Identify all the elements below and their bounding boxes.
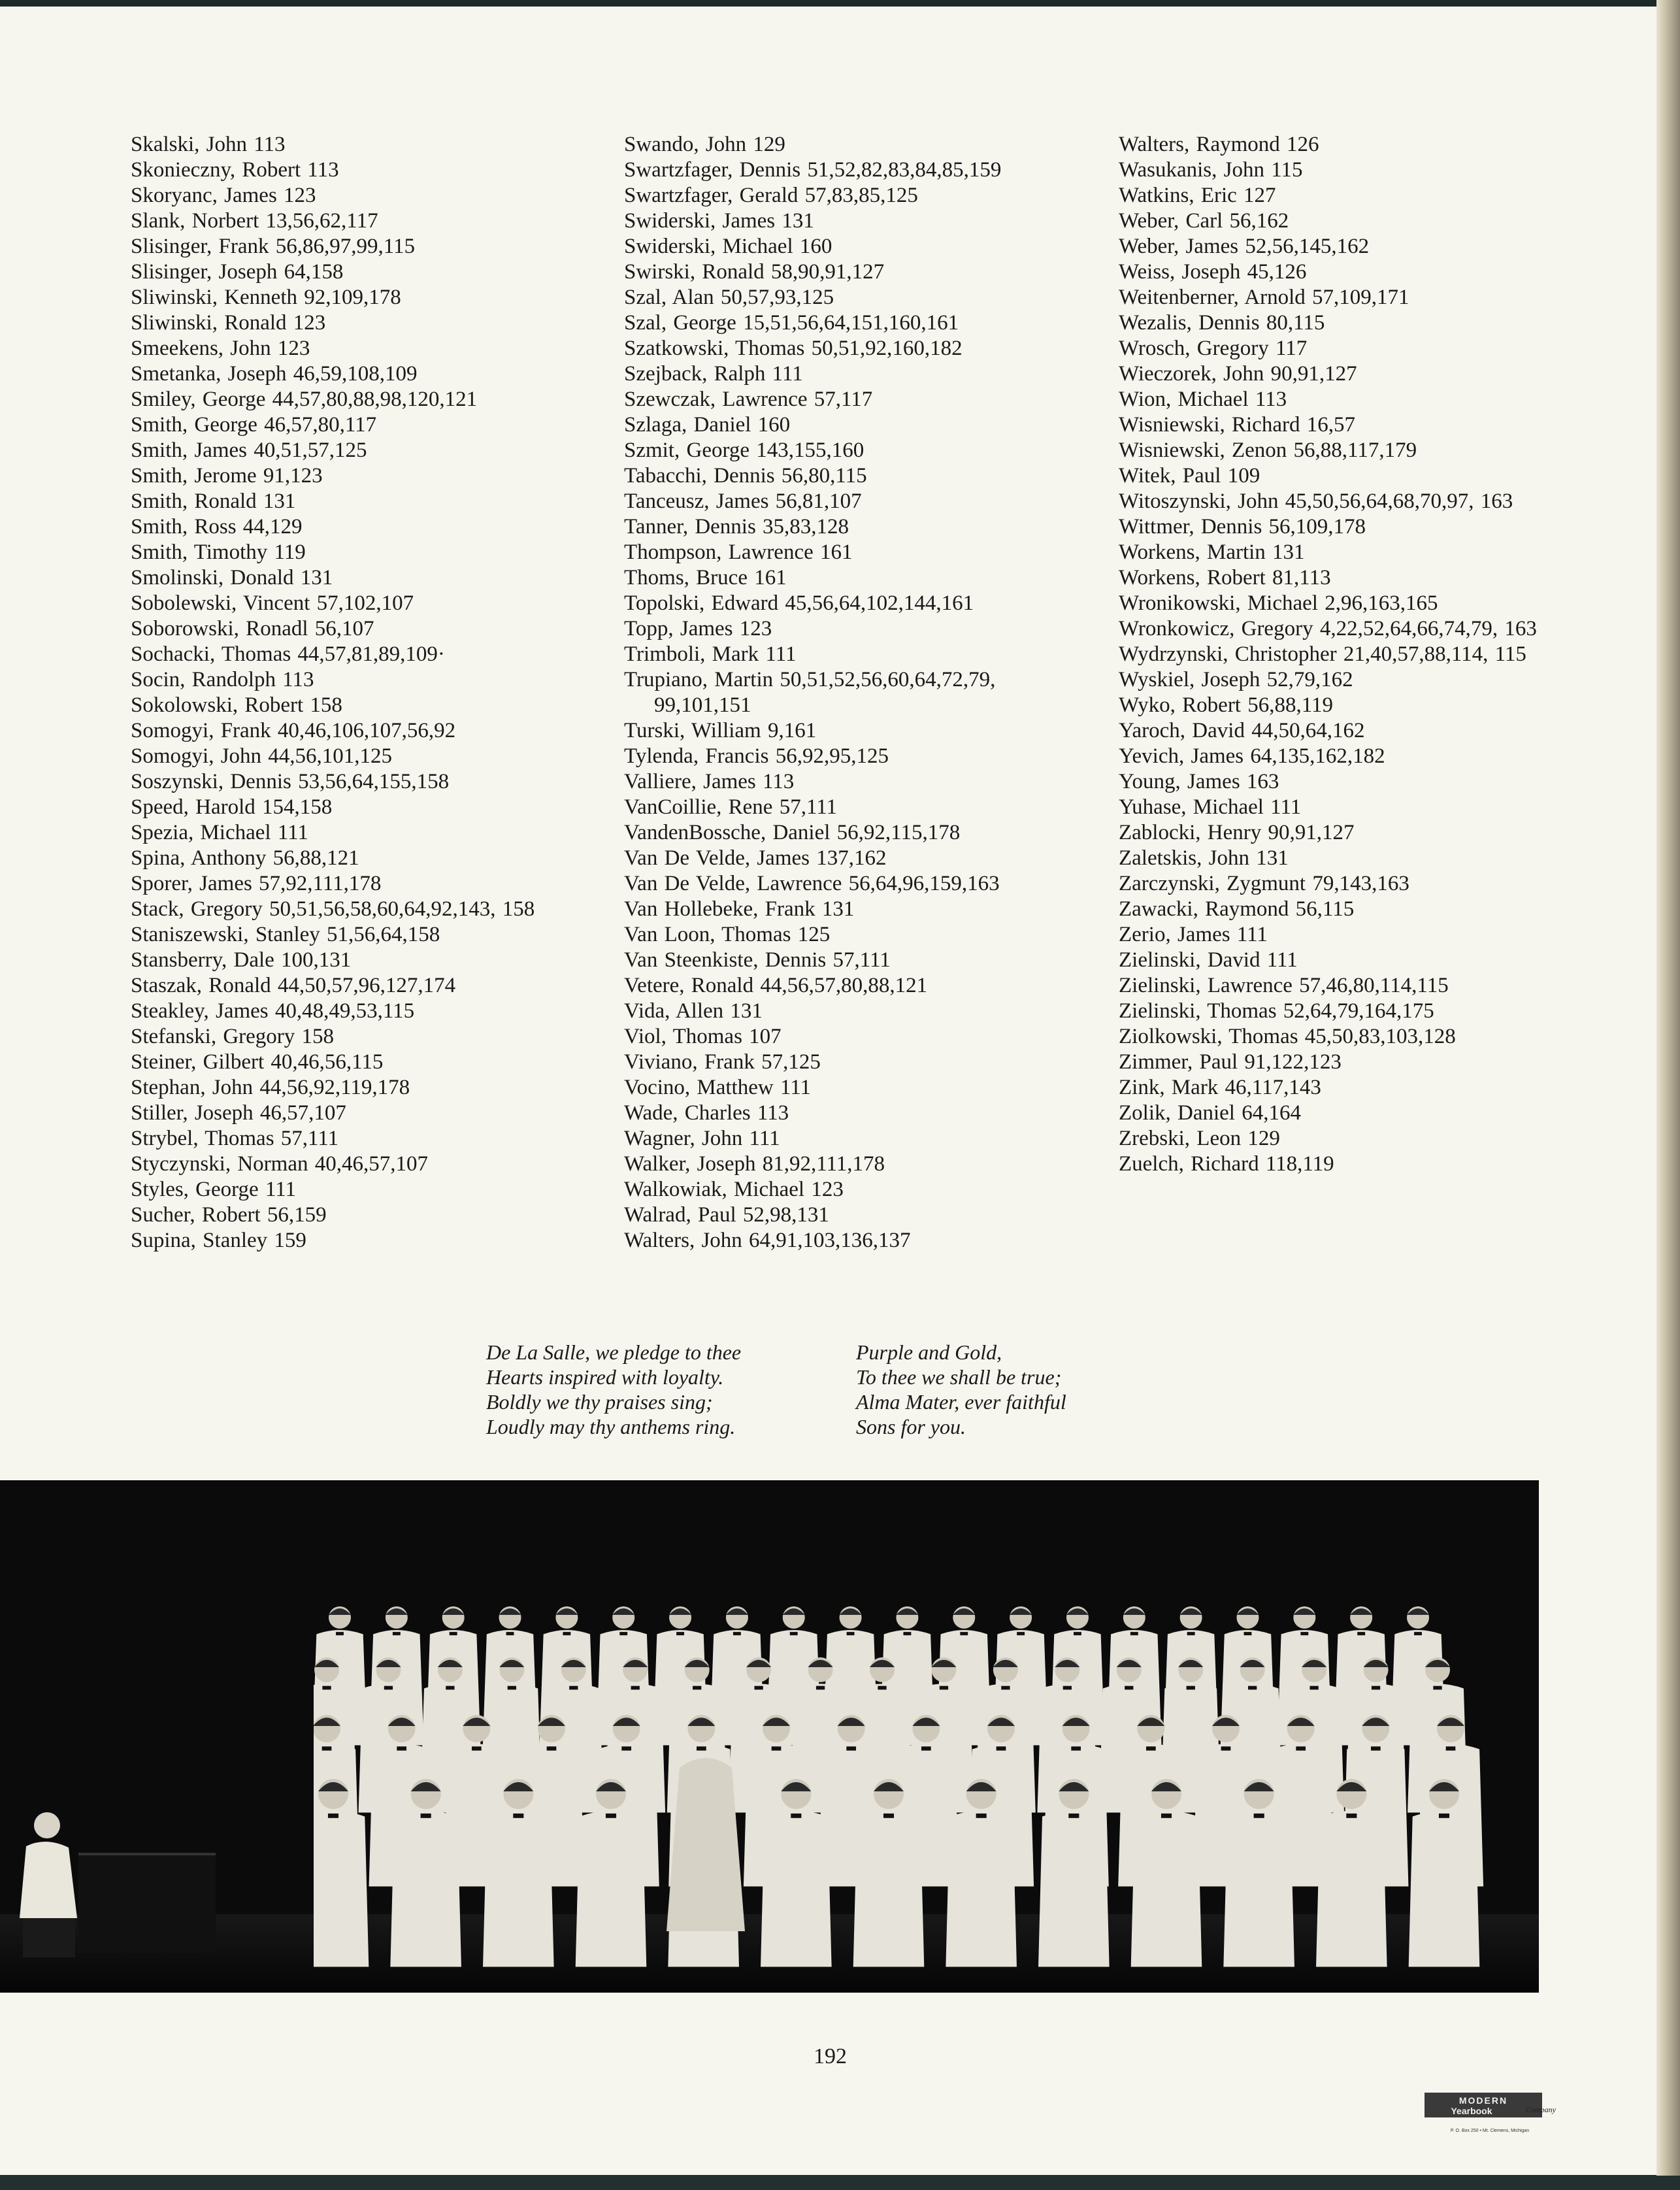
index-entry: Spina, Anthony 56,88,121 <box>131 846 359 870</box>
index-entry: Trupiano, Martin 50,51,52,56,60,64,72,79, 99,101,151 <box>624 668 996 717</box>
index-entry: Wezalis, Dennis 80,115 <box>1119 311 1325 335</box>
index-entry: Thompson, Lawrence 161 <box>624 540 853 564</box>
index-entry: Thoms, Bruce 161 <box>624 566 787 589</box>
yearbook-page <box>0 7 1656 2175</box>
index-column-2 <box>624 132 1068 1253</box>
index-entry: VanCoillie, Rene 57,111 <box>624 795 838 819</box>
index-entry: Zawacki, Raymond 56,115 <box>1119 897 1355 921</box>
verse-line: Alma Mater, ever faithful <box>856 1390 1066 1414</box>
index-entry: Slisinger, Frank 56,86,97,99,115 <box>131 235 416 258</box>
index-entry: Zerio, James 111 <box>1119 923 1268 946</box>
index-entry: Zaletskis, John 131 <box>1119 846 1289 870</box>
index-entry: Walters, John 64,91,103,136,137 <box>624 1229 911 1252</box>
index-entry: Smith, Jerome 91,123 <box>131 464 323 488</box>
index-entry: Smith, George 46,57,80,117 <box>131 413 377 437</box>
index-entry: Viol, Thomas 107 <box>624 1025 782 1048</box>
index-entry: Socin, Randolph 113 <box>131 668 314 691</box>
index-entry: Sliwinski, Kenneth 92,109,178 <box>131 286 401 309</box>
index-entry: Smith, Ronald 131 <box>131 489 296 513</box>
index-entry: Sliwinski, Ronald 123 <box>131 311 326 335</box>
index-entry: Zielinski, Lawrence 57,46,80,114,115 <box>1119 974 1449 997</box>
index-entry: Zielinski, Thomas 52,64,79,164,175 <box>1119 999 1434 1023</box>
index-entry: Slisinger, Joseph 64,158 <box>131 260 344 284</box>
index-entry: Smith, Ross 44,129 <box>131 515 303 539</box>
index-entry: Zielinski, David 111 <box>1119 948 1298 972</box>
index-entry: Workens, Martin 131 <box>1119 540 1305 564</box>
index-entry: Skoryanc, James 123 <box>131 184 316 207</box>
index-entry: Watkins, Eric 127 <box>1119 184 1276 207</box>
index-entry: Skonieczny, Robert 113 <box>131 158 339 182</box>
index-entry: Wasukanis, John 115 <box>1119 158 1303 182</box>
index-entry: Zolik, Daniel 64,164 <box>1119 1101 1301 1125</box>
verse-line: Loudly may thy anthems ring. <box>486 1415 736 1438</box>
chorus-singers <box>314 1539 1490 1970</box>
index-entry: Zrebski, Leon 129 <box>1119 1127 1280 1150</box>
index-entry: Turski, William 9,161 <box>624 719 817 742</box>
index-entry: Trimboli, Mark 111 <box>624 642 797 666</box>
index-entry: Weitenberner, Arnold 57,109,171 <box>1119 286 1409 309</box>
index-entry: Tabacchi, Dennis 56,80,115 <box>624 464 867 488</box>
pianist-figure <box>7 1807 85 1957</box>
index-entry: Szatkowski, Thomas 50,51,92,160,182 <box>624 337 963 360</box>
svg-text:P. O. Box 250 • Mt. Clemens, M: P. O. Box 250 • Mt. Clemens, Michigan <box>1450 2129 1530 2133</box>
index-entry: Somogyi, John 44,56,101,125 <box>131 744 393 768</box>
publisher-logo <box>1425 2093 1562 2145</box>
page-edge <box>1656 0 1680 2190</box>
index-column-1 <box>131 132 575 1253</box>
index-entry: Sobolewski, Vincent 57,102,107 <box>131 591 414 615</box>
index-entry: Vocino, Matthew 111 <box>624 1076 811 1099</box>
index-entry: Wrosch, Gregory 117 <box>1119 337 1308 360</box>
index-entry: Wisniewski, Zenon 56,88,117,179 <box>1119 439 1417 462</box>
svg-text:MODERN: MODERN <box>1458 2095 1508 2106</box>
index-entry: Soszynski, Dennis 53,56,64,155,158 <box>131 770 450 793</box>
index-entry: Swiderski, James 131 <box>624 209 814 233</box>
index-entry: Yuhase, Michael 111 <box>1119 795 1302 819</box>
index-entry: Van Steenkiste, Dennis 57,111 <box>624 948 891 972</box>
index-entry: Witek, Paul 109 <box>1119 464 1260 488</box>
index-entry: Wieczorek, John 90,91,127 <box>1119 362 1357 386</box>
index-entry: Slank, Norbert 13,56,62,117 <box>131 209 378 233</box>
alma-mater-verse-right <box>856 1340 1196 1439</box>
index-column-3 <box>1119 132 1563 1177</box>
index-entry: Workens, Robert 81,113 <box>1119 566 1331 589</box>
glee-club-photo <box>0 1480 1539 1993</box>
index-entry: Zablocki, Henry 90,91,127 <box>1119 821 1355 844</box>
index-entry: Swando, John 129 <box>624 133 785 156</box>
index-entry: Stansberry, Dale 100,131 <box>131 948 352 972</box>
page-number: 192 <box>814 2044 847 2068</box>
index-entry: Vetere, Ronald 44,56,57,80,88,121 <box>624 974 928 997</box>
verse-line: De La Salle, we pledge to thee <box>486 1340 742 1364</box>
index-entry: Wion, Michael 113 <box>1119 388 1287 411</box>
index-entry: Swiderski, Michael 160 <box>624 235 832 258</box>
index-entry: Zink, Mark 46,117,143 <box>1119 1076 1321 1099</box>
index-entry: Weber, James 52,56,145,162 <box>1119 235 1370 258</box>
index-entry: Van De Velde, James 137,162 <box>624 846 887 870</box>
index-entry: Van Loon, Thomas 125 <box>624 923 831 946</box>
index-entry: Wisniewski, Richard 16,57 <box>1119 413 1355 437</box>
index-entry: Szal, Alan 50,57,93,125 <box>624 286 834 309</box>
index-entry: Speed, Harold 154,158 <box>131 795 333 819</box>
verse-line: Purple and Gold, <box>856 1340 1002 1364</box>
index-entry: Van De Velde, Lawrence 56,64,96,159,163 <box>624 872 1000 895</box>
index-entry: Wronkowicz, Gregory 4,22,52,64,66,74,79, 163 <box>1119 617 1537 640</box>
index-entry: Stack, Gregory 50,51,56,58,60,64,92,143, 158 <box>131 897 535 921</box>
index-entry: Yaroch, David 44,50,64,162 <box>1119 719 1365 742</box>
index-entry: Wronikowski, Michael 2,96,163,165 <box>1119 591 1438 615</box>
index-entry: Witoszynski, John 45,50,56,64,68,70,97, 163 <box>1119 489 1513 513</box>
index-entry: Stefanski, Gregory 158 <box>131 1025 335 1048</box>
index-entry: Topp, James 123 <box>624 617 772 640</box>
index-entry: Tanceusz, James 56,81,107 <box>624 489 862 513</box>
index-entry: Yevich, James 64,135,162,182 <box>1119 744 1385 768</box>
index-entry: Staszak, Ronald 44,50,57,96,127,174 <box>131 974 456 997</box>
index-entry: Weiss, Joseph 45,126 <box>1119 260 1307 284</box>
index-entry: Weber, Carl 56,162 <box>1119 209 1289 233</box>
index-entry: Supina, Stanley 159 <box>131 1229 306 1252</box>
index-entry: Sokolowski, Robert 158 <box>131 693 342 717</box>
index-entry: Zarczynski, Zygmunt 79,143,163 <box>1119 872 1409 895</box>
index-entry: Sochacki, Thomas 44,57,81,89,109· <box>131 642 445 666</box>
index-entry: Staniszewski, Stanley 51,56,64,158 <box>131 923 440 946</box>
index-entry: Szewczak, Lawrence 57,117 <box>624 388 873 411</box>
index-entry: Smiley, George 44,57,80,88,98,120,121 <box>131 388 478 411</box>
piano <box>78 1853 216 1953</box>
index-entry: Szlaga, Daniel 160 <box>624 413 791 437</box>
index-entry: Szal, George 15,51,56,64,151,160,161 <box>624 311 959 335</box>
index-entry: Smith, James 40,51,57,125 <box>131 439 367 462</box>
index-entry: Ziolkowski, Thomas 45,50,83,103,128 <box>1119 1025 1456 1048</box>
index-entry: Steakley, James 40,48,49,53,115 <box>131 999 415 1023</box>
index-entry: Vida, Allen 131 <box>624 999 763 1023</box>
index-entry: Tanner, Dennis 35,83,128 <box>624 515 849 539</box>
index-entry: Spezia, Michael 111 <box>131 821 308 844</box>
index-entry: Smetanka, Joseph 46,59,108,109 <box>131 362 418 386</box>
index-entry: Van Hollebeke, Frank 131 <box>624 897 855 921</box>
index-entry: Wydrzynski, Christopher 21,40,57,88,114, 115 <box>1119 642 1526 666</box>
index-entry: Stephan, John 44,56,92,119,178 <box>131 1076 410 1099</box>
index-entry: Styczynski, Norman 40,46,57,107 <box>131 1152 428 1176</box>
index-entry: Soborowski, Ronadl 56,107 <box>131 617 374 640</box>
index-entry: Viviano, Frank 57,125 <box>624 1050 821 1074</box>
verse-line: To thee we shall be true; <box>856 1365 1062 1389</box>
index-entry: Walker, Joseph 81,92,111,178 <box>624 1152 885 1176</box>
index-entry: Topolski, Edward 45,56,64,102,144,161 <box>624 591 974 615</box>
index-entry: Szmit, George 143,155,160 <box>624 439 865 462</box>
verse-line: Boldly we thy praises sing; <box>486 1390 713 1414</box>
index-entry: Styles, George 111 <box>131 1178 296 1201</box>
verse-line: Hearts inspired with loyalty. <box>486 1365 724 1389</box>
scan-border <box>0 2176 1680 2190</box>
index-entry: Strybel, Thomas 57,111 <box>131 1127 339 1150</box>
index-entry: Skalski, John 113 <box>131 133 286 156</box>
index-entry: Zuelch, Richard 118,119 <box>1119 1152 1334 1176</box>
index-entry: Wagner, John 111 <box>624 1127 780 1150</box>
index-entry: Wade, Charles 113 <box>624 1101 789 1125</box>
svg-text:Company: Company <box>1526 2105 1556 2114</box>
index-entry: Walters, Raymond 126 <box>1119 133 1319 156</box>
verse-line: Sons for you. <box>856 1415 966 1438</box>
index-entry: Swartzfager, Gerald 57,83,85,125 <box>624 184 918 207</box>
index-entry: Young, James 163 <box>1119 770 1279 793</box>
index-entry: Walrad, Paul 52,98,131 <box>624 1203 829 1227</box>
index-entry: Walkowiak, Michael 123 <box>624 1178 844 1201</box>
index-entry: Stiller, Joseph 46,57,107 <box>131 1101 346 1125</box>
index-entry: Sporer, James 57,92,111,178 <box>131 872 382 895</box>
index-entry: Swirski, Ronald 58,90,91,127 <box>624 260 885 284</box>
index-entry: Wittmer, Dennis 56,109,178 <box>1119 515 1366 539</box>
index-entry: Zimmer, Paul 91,122,123 <box>1119 1050 1342 1074</box>
index-entry: Wyko, Robert 56,88,119 <box>1119 693 1334 717</box>
index-entry: Somogyi, Frank 40,46,106,107,56,92 <box>131 719 456 742</box>
index-entry: Steiner, Gilbert 40,46,56,115 <box>131 1050 384 1074</box>
index-entry: Smolinski, Donald 131 <box>131 566 333 589</box>
index-entry: Valliere, James 113 <box>624 770 795 793</box>
index-entry: Wyskiel, Joseph 52,79,162 <box>1119 668 1353 691</box>
index-entry: Swartzfager, Dennis 51,52,82,83,84,85,159 <box>624 158 1002 182</box>
index-entry: Szejback, Ralph 111 <box>624 362 803 386</box>
index-entry: Sucher, Robert 56,159 <box>131 1203 327 1227</box>
svg-text:Yearbook: Yearbook <box>1451 2106 1492 2116</box>
index-entry: VandenBossche, Daniel 56,92,115,178 <box>624 821 961 844</box>
index-entry: Smeekens, John 123 <box>131 337 310 360</box>
index-entry: Smith, Timothy 119 <box>131 540 306 564</box>
index-entry: Tylenda, Francis 56,92,95,125 <box>624 744 889 768</box>
alma-mater-verse-left <box>486 1340 826 1439</box>
